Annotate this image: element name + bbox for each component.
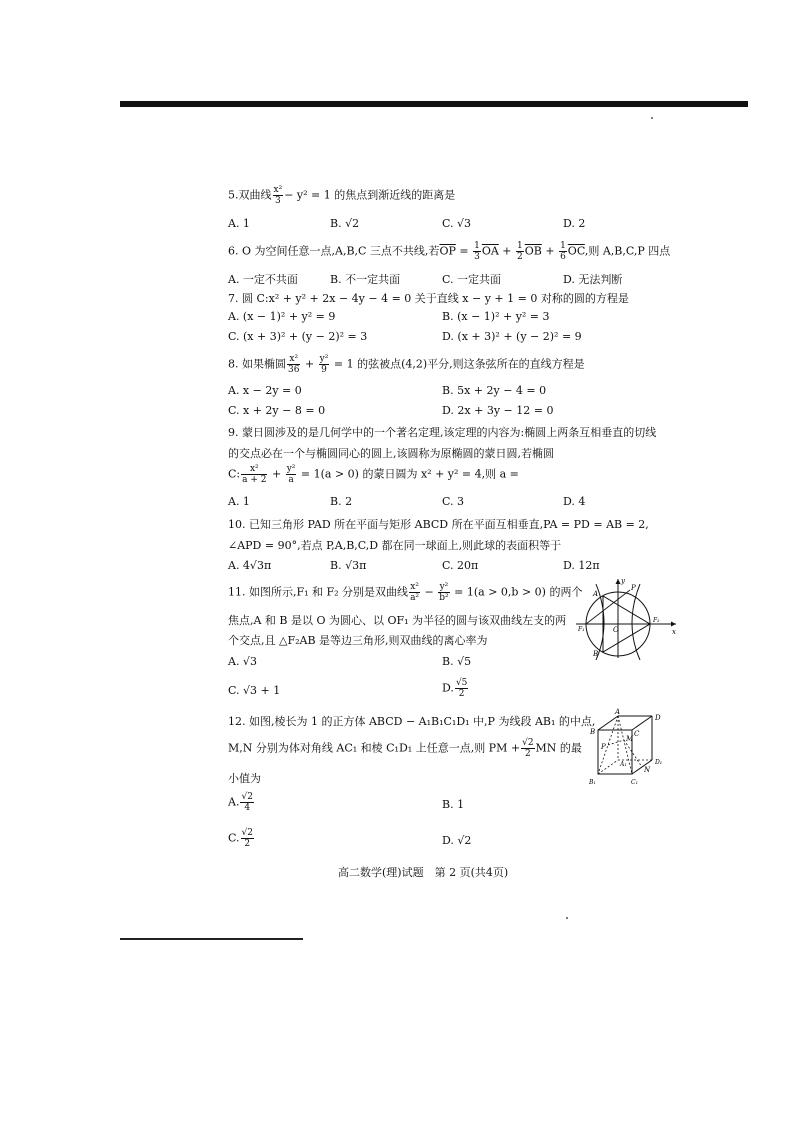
q8-option-c: C. x + 2y − 8 = 0: [228, 404, 326, 417]
q7-option-c: C. (x + 3)² + (y − 2)² = 3: [228, 330, 368, 343]
q6-option-c: C. 一定共面: [442, 273, 502, 286]
q12-fig-label-d1: D₁: [655, 759, 663, 766]
q11-fig-label-f2: F₂: [653, 617, 660, 624]
q12-option-d: D. √2: [442, 834, 472, 847]
q9-option-b: B. 2: [330, 495, 353, 508]
q8-frac-2: $\frac{\text{y²}}{9}$: [319, 354, 329, 375]
q10-line-2: ∠APD = 90°,若点 P,A,B,C,D 都在同一球面上,则此球的表面积等于: [228, 539, 562, 552]
q7-option-a: A. (x − 1)² + y² = 9: [228, 310, 336, 323]
q12-fig-label-a1: A₁: [620, 761, 627, 768]
q7-option-d: D. (x + 3)² + (y − 2)² = 9: [442, 330, 582, 343]
q11-option-a: A. √3: [228, 655, 257, 668]
q12-fig-label-m: M: [626, 735, 634, 743]
q5-frac-den: 3: [274, 196, 281, 206]
q12-fig-label-a: A: [615, 708, 621, 716]
q5-frac-num: x²: [273, 185, 283, 195]
q7-option-b: B. (x − 1)² + y² = 3: [442, 310, 550, 323]
page-footer: 高二数学(理)试题 第 2 页(共4页): [338, 866, 509, 879]
q12-line-1: 12. 如图,棱长为 1 的正方体 ABCD − A₁B₁C₁D₁ 中,P 为线段 AB₁ 的中点,: [228, 715, 596, 728]
q12-line-3: 小值为: [228, 772, 261, 785]
q6-frac-3: $\frac{1}{6}$: [560, 241, 566, 262]
q12-cube-figure: [584, 708, 684, 792]
q12-fig-label-b: B: [590, 728, 596, 736]
q9-option-c: C. 3: [442, 495, 465, 508]
q5-number: 5.: [228, 188, 239, 202]
q11-fig-label-f1: F₁: [578, 626, 585, 633]
q11-y-arrow: [616, 579, 621, 584]
bottom-rule: [120, 938, 303, 940]
q11-x-arrow: [671, 622, 676, 627]
q12-fig-label-d: D: [655, 714, 661, 722]
q9-line-3: C: $\frac{\text{x²}}{a + 2}$ + $\frac{\text{y²}}{a}$ = 1(a > 0) 的蒙日圆为 x² + y² = 4,则 a =: [228, 464, 519, 485]
q6-frac-1: $\frac{1}{3}$: [474, 241, 480, 262]
q5-option-c: C. √3: [442, 217, 472, 230]
question-5: [228, 185, 455, 206]
q6-vector-op: $\overline{OP}$: [439, 244, 456, 258]
q12-fig-label-c1: C₁: [631, 779, 638, 786]
q12-segment-pm: [608, 740, 624, 745]
q9-frac-2: $\frac{\text{y²}}{a}$: [286, 464, 296, 485]
question-6: 6. O 为空间任意一点,A,B,C 三点不共线,若$\overline{OP}$ = $\frac{1}{3}$ $\overline{OA}$ + $\frac{1}{2}$ $\overline{OB}$ + $\frac{1}{6}$ $\overline{OC}$,则 A,B,C,P 四点: [228, 241, 671, 262]
q10-option-d: D. 12π: [563, 559, 600, 572]
q12-fig-label-b1: B₁: [589, 779, 596, 786]
q12-edge: [632, 716, 652, 730]
q12-option-c: C. $\frac{√2}{2}$: [228, 828, 253, 849]
q9-option-d: D. 4: [563, 495, 586, 508]
q11-frac-2: $\frac{\text{y²}}{\text{b²}}$: [439, 582, 449, 603]
q11-fig-label-a: A: [593, 590, 599, 598]
q10-line-1: 10. 已知三角形 PAD 所在平面与矩形 ABCD 所在平面互相垂直,PA = PD = AB = 2,: [228, 518, 649, 531]
q6-option-d: D. 无法判断: [563, 273, 623, 286]
q12-fig-label-c: C: [634, 730, 640, 738]
q6-option-a: A. 一定不共面: [228, 273, 298, 286]
question-8: 8. 如果椭圆 $\frac{\text{x²}}{36}$ + $\frac{\text{y²}}{9}$ = 1 的弦被点(4,2)平分,则这条弦所在的直线方程是: [228, 354, 585, 375]
q6-frac-2: $\frac{1}{2}$: [517, 241, 523, 262]
q6-vector-ob: $\overline{OB}$: [524, 244, 542, 258]
q5-option-a: A. 1: [228, 217, 250, 230]
q6-option-b: B. 不一定共面: [330, 273, 401, 286]
q10-option-a: A. 4√3π: [228, 559, 272, 572]
q12-option-a: A. $\frac{√2}{4}$: [228, 792, 253, 813]
q9-option-a: A. 1: [228, 495, 250, 508]
q6-equals: =: [455, 244, 473, 258]
q5-text-post: − y² = 1 的焦点到渐近线的距离是: [284, 188, 456, 202]
q11-option-b: B. √5: [442, 655, 472, 668]
q12-hidden-edge: [598, 760, 618, 774]
q11-fig-label-b: B: [593, 650, 599, 658]
q6-text-a: 6. O 为空间任意一点,A,B,C 三点不共线,若: [228, 244, 440, 258]
q10-option-c: C. 20π: [442, 559, 479, 572]
scan-speck: [566, 917, 568, 919]
q11-fig-label-o: O: [613, 626, 619, 634]
q12-line-2: M,N 分别为体对角线 AC₁ 和棱 C₁D₁ 上任意一点,则 PM + $\frac{√2}{2}$ MN 的最: [228, 738, 582, 759]
q11-hyperbola-figure: [574, 576, 680, 660]
q6-text-b: ,则 A,B,C,P 四点: [584, 244, 671, 258]
q10-option-b: B. √3π: [330, 559, 367, 572]
q12-option-b: B. 1: [442, 798, 465, 811]
q11-option-c: C. √3 + 1: [228, 684, 281, 697]
q9-frac-1: $\frac{\text{x²}}{a + 2}$: [242, 464, 267, 485]
q11-fig-label-y: y: [621, 577, 625, 585]
top-rule: [120, 101, 748, 107]
q12-edge: [598, 716, 618, 730]
question-7: 7. 圆 C:x² + y² + 2x − 4y − 4 = 0 关于直线 x − y + 1 = 0 对称的圆的方程是: [228, 292, 629, 305]
q12-fig-label-n: N: [644, 766, 651, 774]
q12-fig-label-p: P: [601, 743, 606, 751]
q9-line-2: 的交点必在一个与椭圆同心的圆上,该圆称为原椭圆的蒙日圆,若椭圆: [228, 447, 554, 460]
q11-option-d: D. $\frac{√5}{2}$: [442, 678, 468, 699]
scan-speck: [651, 117, 653, 119]
q8-option-a: A. x − 2y = 0: [228, 384, 302, 397]
q5-text-pre: 双曲线: [238, 188, 272, 202]
q12-frac: $\frac{√2}{2}$: [522, 738, 534, 759]
q9-line-1: 9. 蒙日圆涉及的是几何学中的一个著名定理,该定理的内容为:椭圆上两条互相垂直的切线: [228, 426, 657, 439]
q5-option-d: D. 2: [563, 217, 586, 230]
q8-frac-1: $\frac{\text{x²}}{36}$: [288, 354, 300, 375]
q5-option-b: B. √2: [330, 217, 360, 230]
q6-vector-oc: $\overline{OC}$: [567, 244, 585, 258]
q11-line-2: 焦点,A 和 B 是以 O 为圆心、以 OF₁ 为半径的圆与该双曲线左支的两: [228, 614, 567, 627]
q11-line-1: 11. 如图所示,F₁ 和 F₂ 分别是双曲线 $\frac{\text{x²}}{\text{a²}}$ − $\frac{\text{y²}}{\text{b²}}$ = 1(a > 0,b > 0) 的两个: [228, 582, 583, 603]
q11-line-3: 个交点,且 △F₂AB 是等边三角形,则双曲线的离心率为: [228, 634, 488, 647]
q8-option-d: D. 2x + 3y − 12 = 0: [442, 404, 554, 417]
q5-fraction: [273, 185, 284, 206]
q6-vector-oa: $\overline{OA}$: [481, 244, 499, 258]
q11-fig-label-p: P: [631, 584, 636, 592]
q8-option-b: B. 5x + 2y − 4 = 0: [442, 384, 547, 397]
q11-fig-label-x: x: [672, 628, 676, 636]
q11-frac-1: $\frac{\text{x²}}{\text{a²}}$: [410, 582, 420, 603]
